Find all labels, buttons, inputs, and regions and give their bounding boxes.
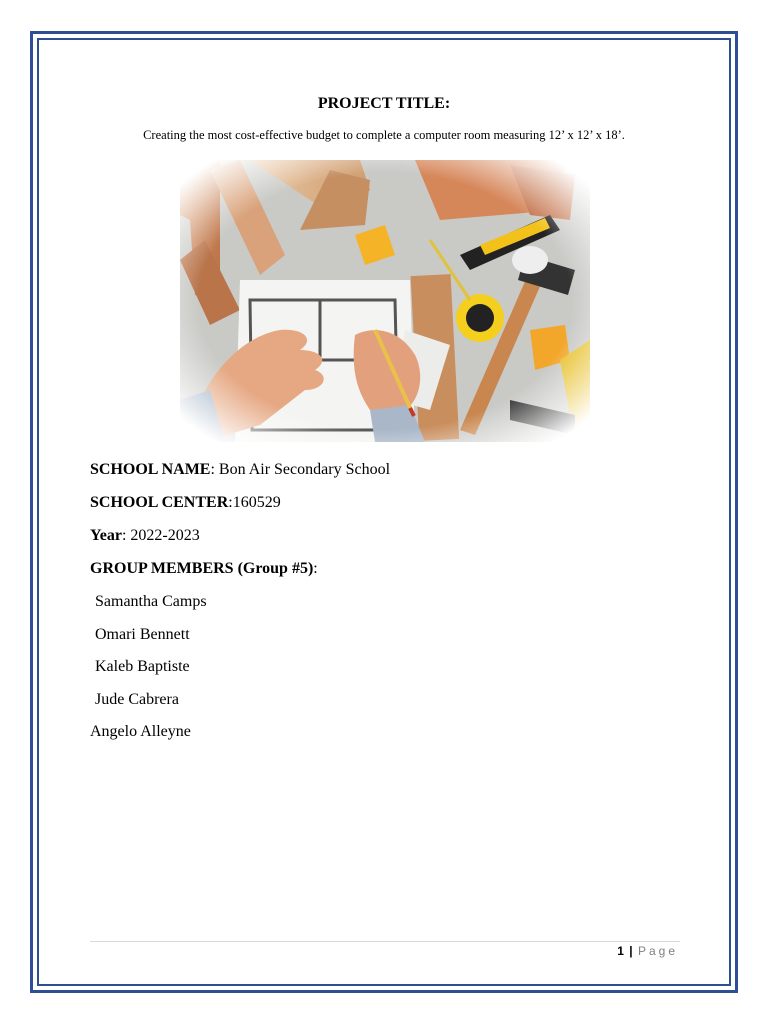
school-name-value: : Bon Air Secondary School (210, 461, 391, 478)
project-title-heading: PROJECT TITLE: (317, 95, 451, 112)
group-members-colon: : (313, 560, 318, 577)
year-line (90, 526, 200, 546)
page-footer (617, 944, 678, 958)
school-name-line (90, 460, 390, 480)
year-value: : 2022-2023 (121, 527, 200, 544)
school-name-label: SCHOOL NAME (90, 461, 211, 478)
project-title-text: Creating the most cost-effective budget to complete a computer room measuring 12’ x 12’ x 18’. (143, 128, 625, 142)
page-word: Page (637, 944, 678, 958)
page-separator: | (624, 944, 638, 958)
group-members-label: GROUP MEMBERS (Group #5) (90, 560, 314, 577)
school-center-label: SCHOOL CENTER (90, 494, 229, 511)
group-member: Jude Cabrera (95, 691, 179, 708)
construction-tools-photo (180, 160, 590, 442)
group-member: Angelo Alleyne (90, 723, 191, 740)
group-member: Samantha Camps (95, 593, 207, 610)
group-member: Kaleb Baptiste (95, 658, 190, 675)
year-label: Year (90, 527, 122, 544)
school-center-value: :160529 (228, 494, 281, 511)
footer-divider (90, 941, 680, 942)
school-center-line (90, 493, 281, 513)
group-members-heading (90, 559, 318, 579)
page-number: 1 (617, 944, 625, 958)
group-member: Omari Bennett (95, 626, 190, 643)
